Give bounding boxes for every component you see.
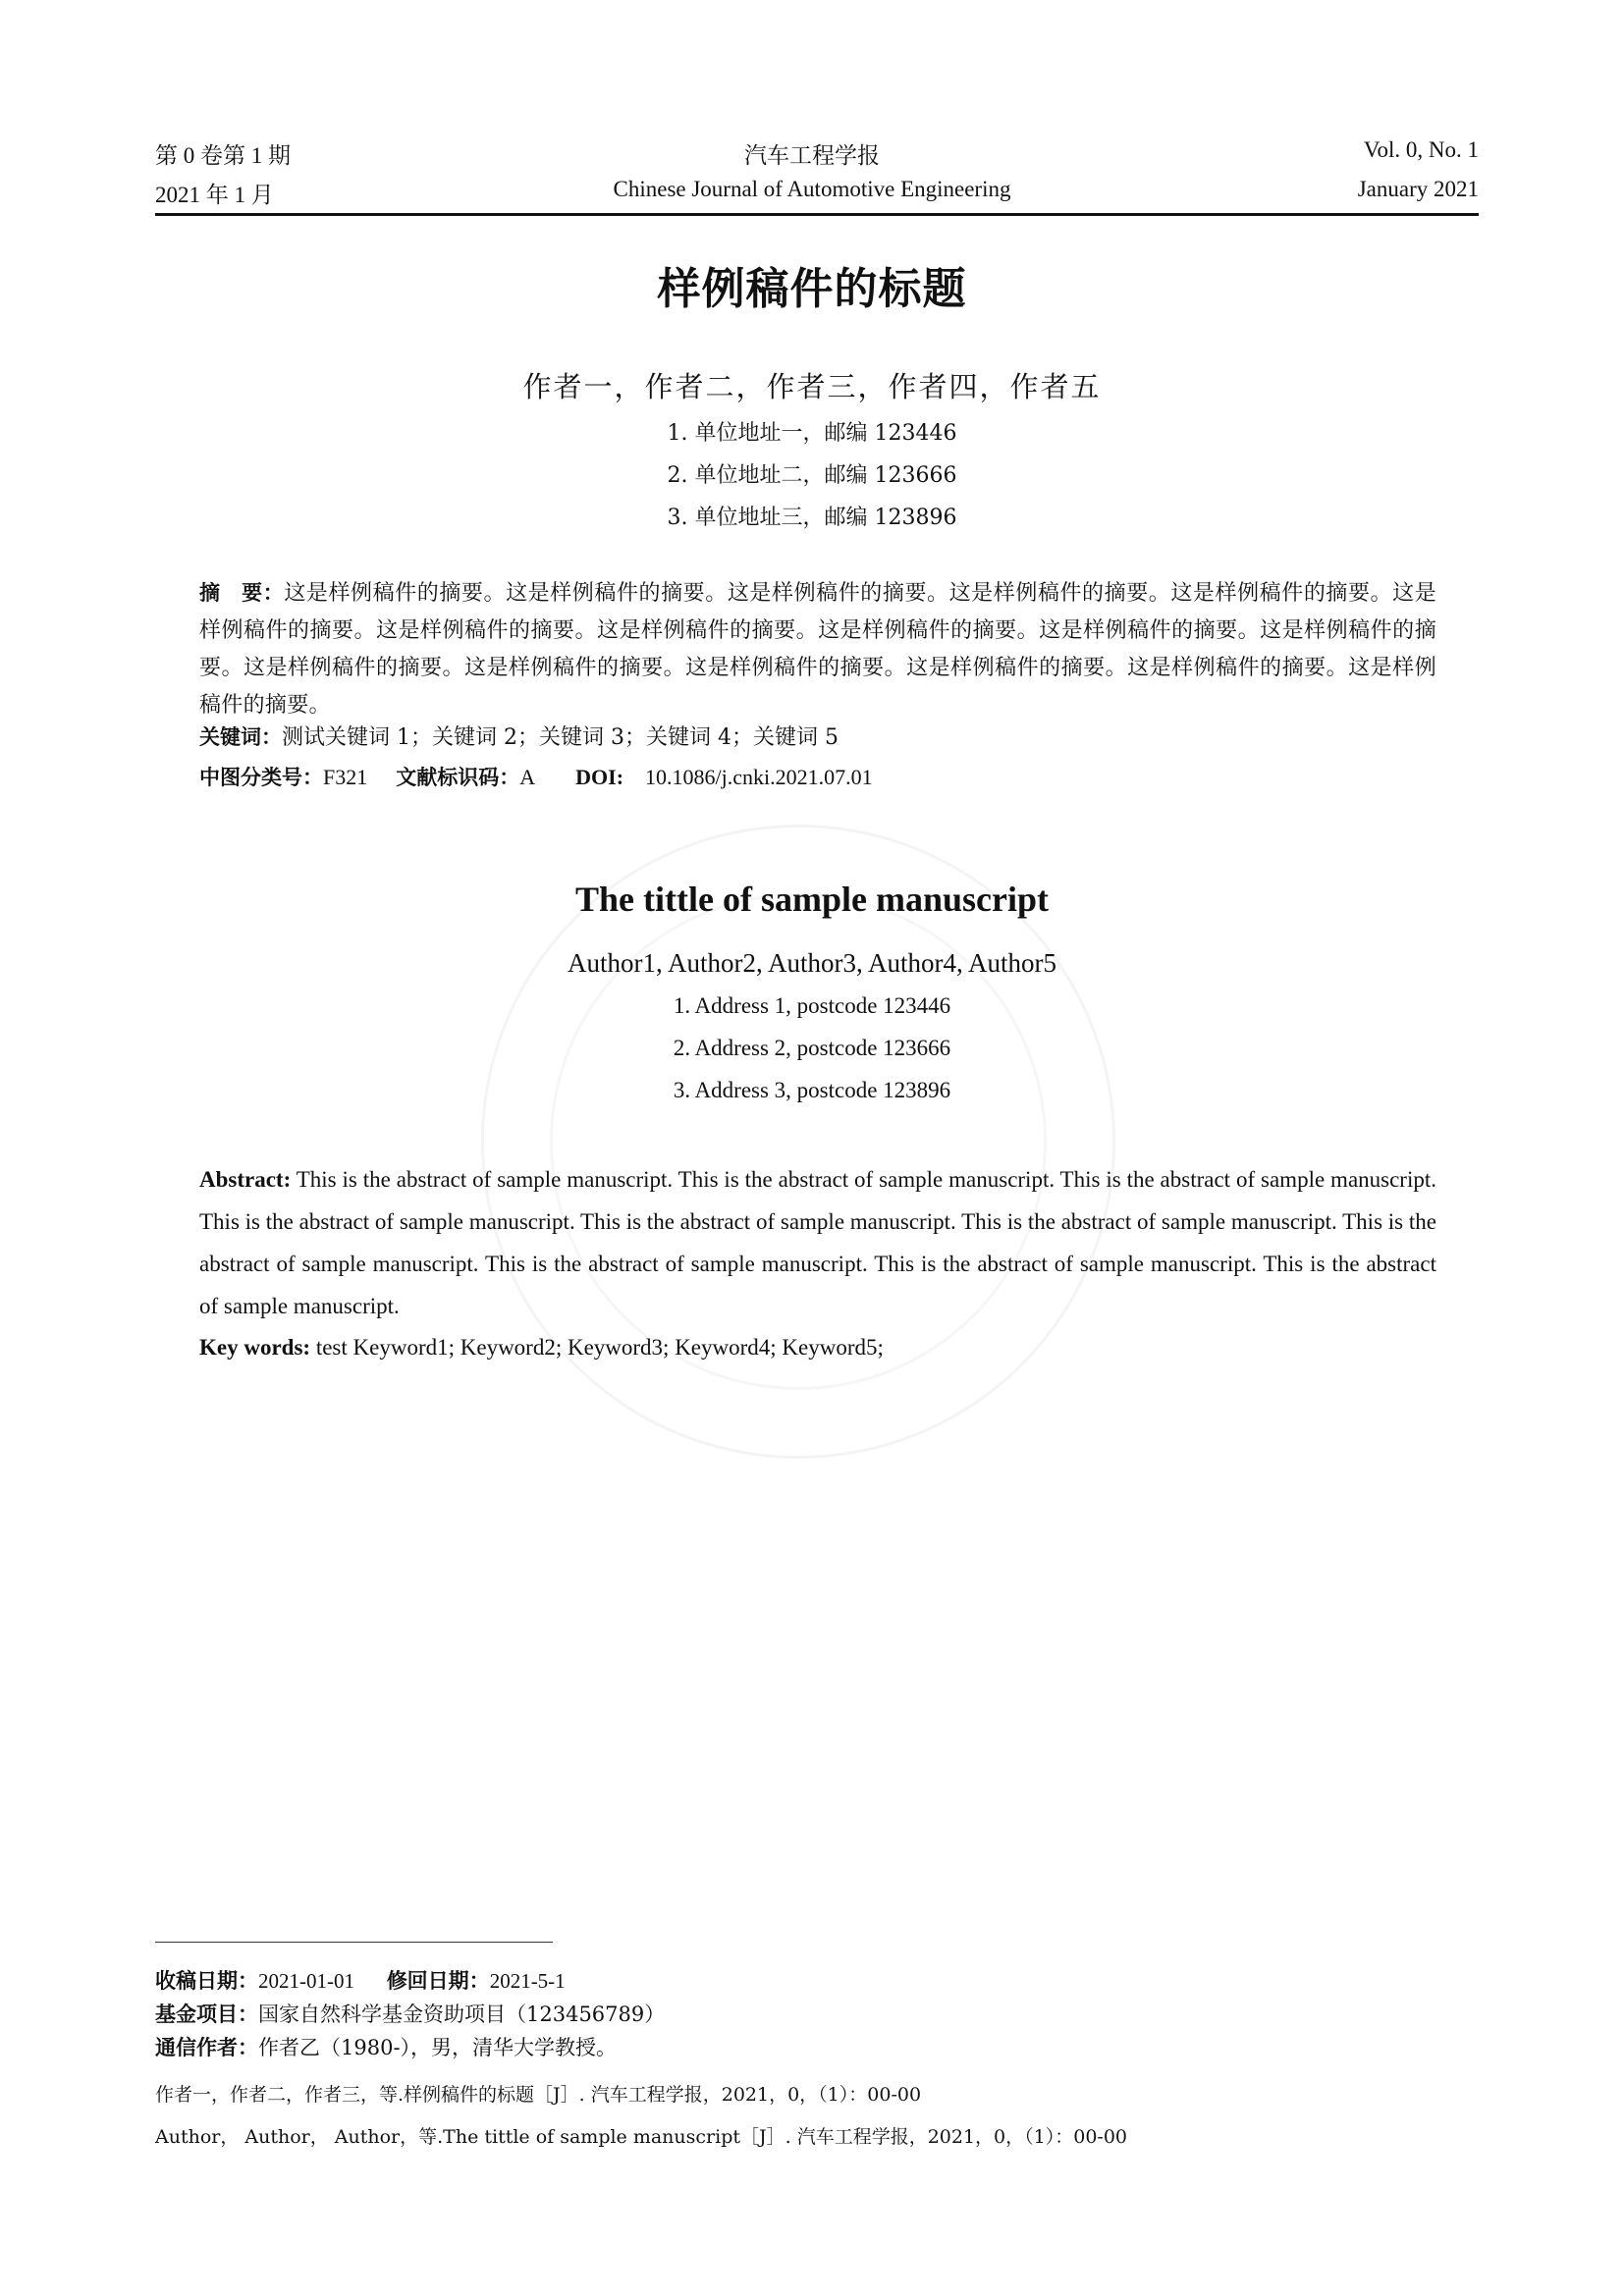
doc-code-label: 文献标识码： [396, 766, 520, 789]
header-date-en: January 2021 [1357, 177, 1479, 201]
clc-value: F321 [323, 765, 368, 789]
revised-label: 修回日期： [386, 1969, 490, 1993]
abstract-cn-label: 摘 要： [199, 581, 285, 605]
header-date-cn: 2021 年 1 月 [155, 183, 274, 207]
affiliation-en-2: 2. Address 2, postcode 123666 [673, 1036, 951, 1060]
received-value: 2021-01-01 [258, 1969, 354, 1993]
header-volume-cn: 第 0 卷第 1 期 [155, 143, 291, 168]
header-rule [155, 213, 1479, 216]
citation-cn: 作者一，作者二，作者三，等.样例稿件的标题［J］. 汽车工程学报，2021，0，（1）：00-00 [155, 2084, 922, 2106]
affiliation-en-1: 1. Address 1, postcode 123446 [673, 993, 951, 1018]
abstract-cn-text: 这是样例稿件的摘要。这是样例稿件的摘要。这是样例稿件的摘要。这是样例稿件的摘要。这是样例稿件的摘要。这是样例稿件的摘要。这是样例稿件的摘要。这是样例稿件的摘要。这是样例稿件的摘要。这是样例稿件的摘要。这是样例稿件的摘要。这是样例稿件的摘要。这是样例稿件的摘要。这是样例稿件的摘要。这是样例稿件的摘要。这是样例稿件的摘要。这是样例稿件的摘要。 [199, 581, 1436, 718]
keywords-cn-text: 测试关键词 1；关键词 2；关键词 3；关键词 4；关键词 5 [282, 725, 839, 750]
keywords-cn-label: 关键词： [199, 725, 282, 749]
citation-en: Author， Author， Author，等.The tittle of sample manuscript［J］. 汽车工程学报，2021，0，（1）：00-00 [155, 2126, 1128, 2148]
keywords-en [199, 1335, 884, 1361]
keywords-cn [199, 721, 839, 751]
revised-value: 2021-5-1 [489, 1969, 566, 1993]
footnote-rule [155, 1942, 553, 1943]
corr-value: 作者乙（1980-），男，清华大学教授。 [258, 2036, 618, 2059]
keywords-en-label: Key words: [199, 1335, 311, 1360]
abstract-en-label: Abstract: [199, 1167, 292, 1192]
keywords-en-text: test Keyword1; Keyword2; Keyword3; Keyword4; Keyword5; [315, 1335, 884, 1360]
fund-value: 国家自然科学基金资助项目（123456789） [258, 2002, 666, 2026]
abstract-en-text: This is the abstract of sample manuscript. This is the abstract of sample manuscript. This is the abstract of sample manuscript. This is the abstract of sample manuscript. This is the abstract of sample manuscript. This is the abstract of sample manuscript. This is the abstract of sample manuscript. This is the abstract of sample manuscript. This is the abstract of sample manuscript. This is the abstract of sample manuscript. [199, 1167, 1436, 1318]
abstract-en [199, 1158, 1436, 1327]
affiliation-cn-1: 1. 单位地址一，邮编 123446 [667, 421, 957, 446]
authors-en: Author1, Author2, Author3, Author4, Author5 [568, 948, 1056, 978]
affiliation-en-3: 3. Address 3, postcode 123896 [673, 1078, 951, 1102]
doi-value: 10.1086/j.cnki.2021.07.01 [645, 765, 873, 789]
classification-line [199, 762, 873, 791]
doi-label: DOI: [575, 765, 624, 789]
footnote-fund [155, 1999, 665, 2028]
header-volume-en: Vol. 0, No. 1 [1363, 137, 1479, 162]
affiliation-cn-2: 2. 单位地址二，邮编 123666 [667, 463, 957, 488]
affiliation-cn-3: 3. 单位地址三，邮编 123896 [667, 506, 957, 530]
authors-cn: 作者一，作者二，作者三，作者四，作者五 [522, 370, 1102, 403]
fund-label: 基金项目： [155, 2002, 258, 2026]
title-cn: 样例稿件的标题 [657, 264, 967, 314]
corr-label: 通信作者： [155, 2036, 258, 2059]
header-journal-en: Chinese Journal of Automotive Engineering [613, 177, 1011, 201]
footnote-dates [155, 1965, 566, 1995]
abstract-cn [199, 574, 1436, 724]
title-en: The tittle of sample manuscript [575, 880, 1049, 919]
footnote-corresponding [155, 2032, 617, 2061]
doc-code-value: A [519, 765, 536, 789]
header-journal-cn: 汽车工程学报 [744, 143, 880, 168]
received-label: 收稿日期： [155, 1969, 258, 1993]
clc-label: 中图分类号： [199, 766, 323, 789]
